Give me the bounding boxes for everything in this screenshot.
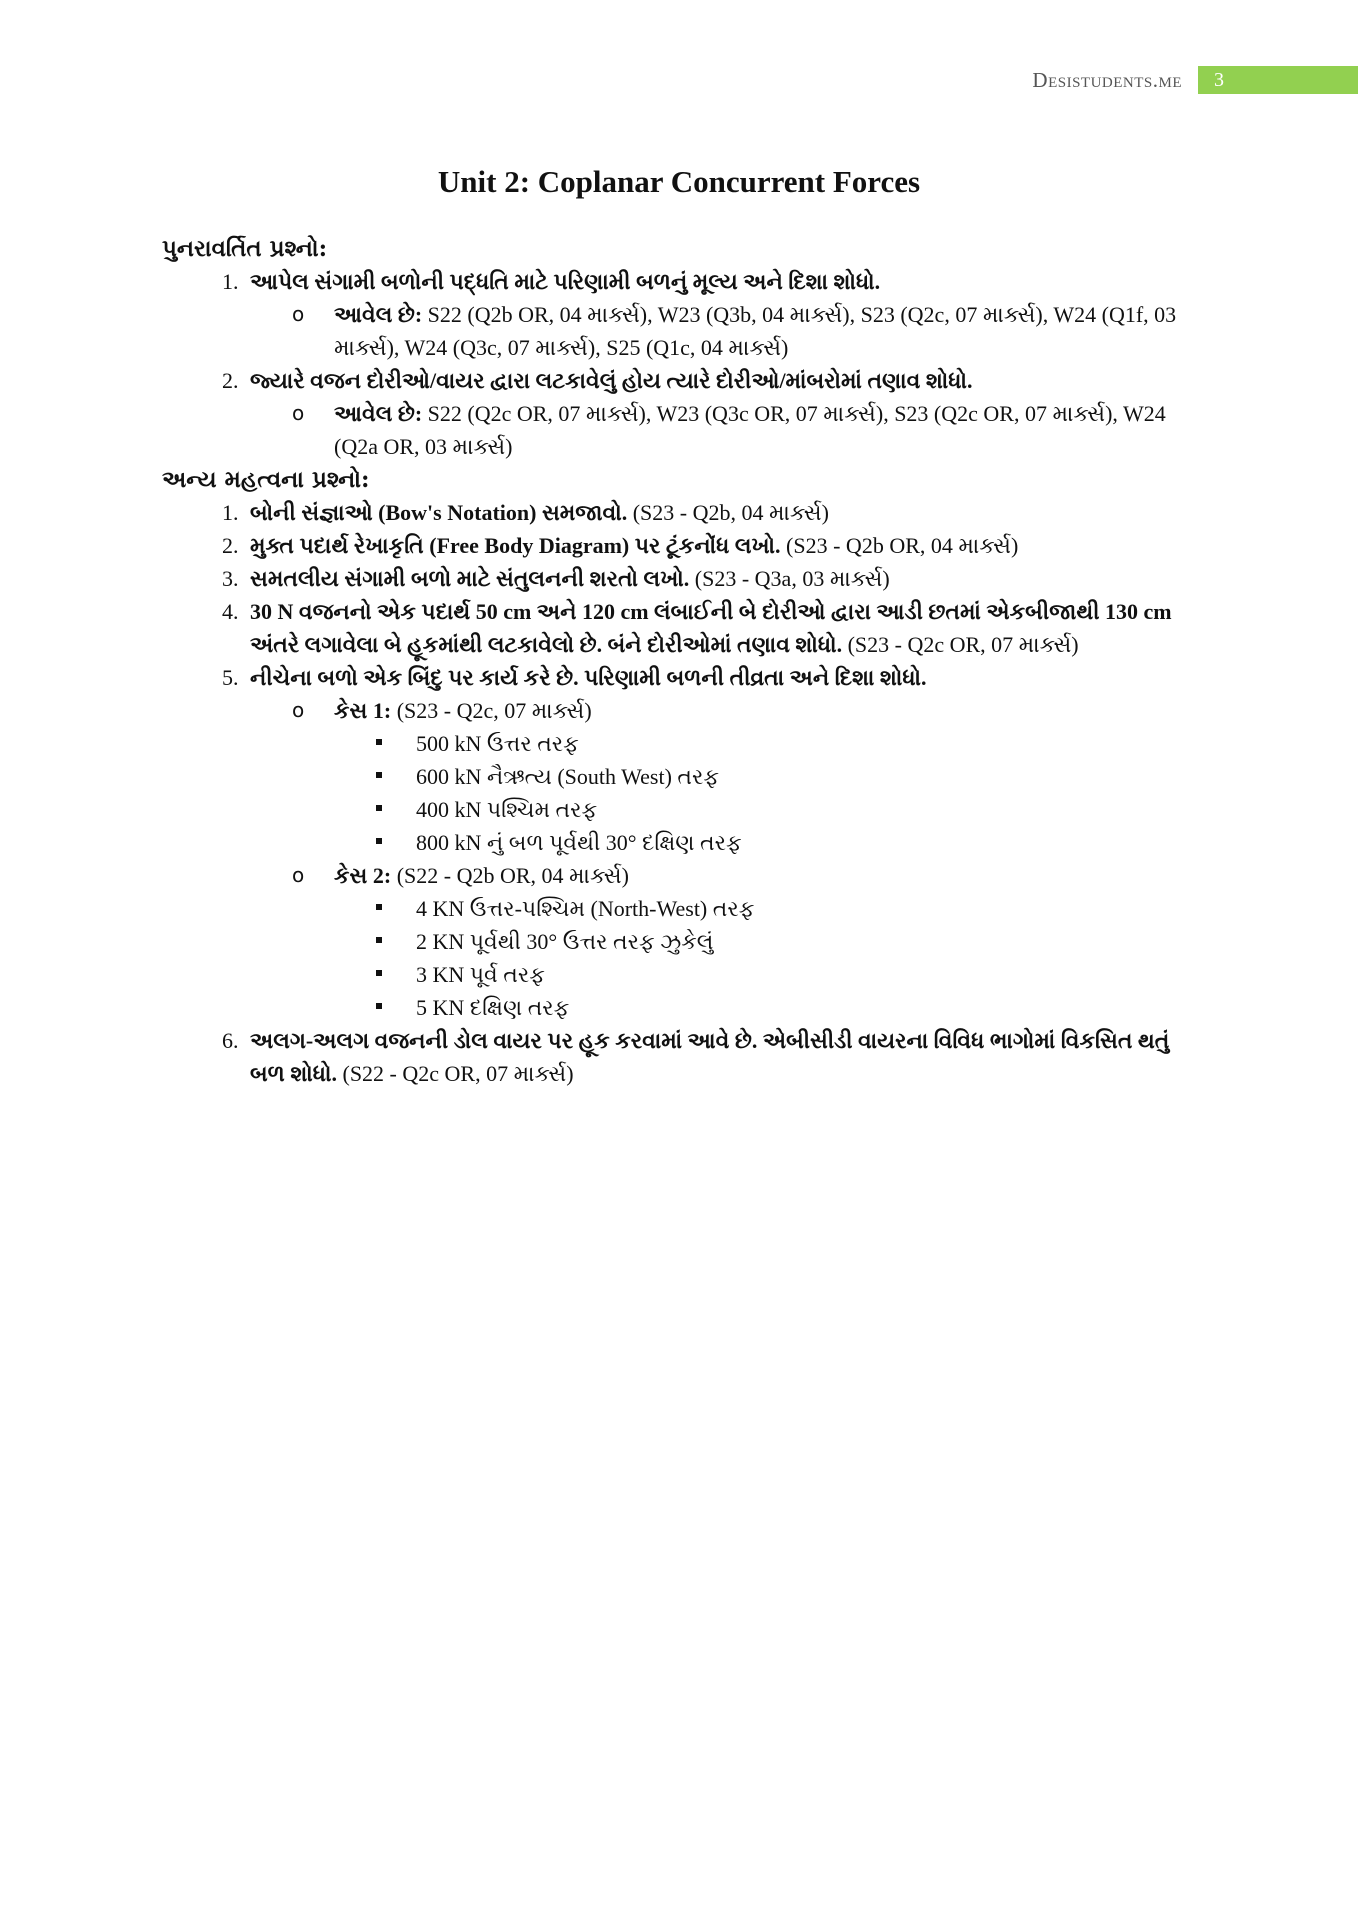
list-item [376, 892, 1182, 925]
circle-bullet-icon: o [292, 863, 305, 887]
exam-refs: S22 (Q2b OR, 04 માર્ક્સ), W23 (Q3b, 04 માર્ક્સ), S23 (Q2c, 07 માર્ક્સ), W24 (Q1f, 03 માર્ક્સ), W24 (Q3c, 07 માર્ક્સ), S25 (Q1c, 04 માર્ક્સ) [334, 302, 1177, 360]
force-text: 2 KN પૂર્વથી 30° ઉત્તર તરફ ઝુકેલું [416, 929, 714, 954]
other-questions-list [162, 496, 1182, 1090]
list-item [376, 958, 1182, 991]
square-bullet-icon [376, 1003, 382, 1009]
question-text: મુક્ત પદાર્થ રેખાકૃતિ (Free Body Diagram) પર ટૂંકનોંધ લખો. [250, 533, 781, 558]
list-item [376, 925, 1182, 958]
list-item [292, 694, 1182, 859]
list-item [376, 793, 1182, 826]
square-bullet-icon [376, 970, 382, 976]
list-item [292, 298, 1182, 364]
list-item [244, 595, 1182, 661]
force-text: 5 KN દક્ષિણ તરફ [416, 995, 570, 1020]
site-name: Desistudents.me [1032, 67, 1182, 92]
section-heading-other: અન્ય મહત્વના પ્રશ્નો: [162, 466, 370, 493]
question-text: અલગ-અલગ વજનની ડોલ વાયર પર હૂક કરવામાં આવે છે. એબીસીડી વાયરના વિવિધ ભાગોમાં વિકસિત થતું બળ શોધો. [250, 1028, 1170, 1086]
square-bullet-icon [376, 739, 382, 745]
list-item [244, 265, 1182, 364]
force-text: 400 kN પશ્ચિમ તરફ [416, 797, 598, 822]
question-text: સમતલીય સંગામી બળો માટે સંતુલનની શરતો લખો. [250, 566, 690, 591]
list-item [292, 397, 1182, 463]
appeared-label: આવેલ છે: [334, 302, 423, 327]
list-item [376, 826, 1182, 859]
force-text: 4 KN ઉત્તર-પશ્ચિમ (North-West) તરફ [416, 896, 755, 921]
repeated-questions-list [162, 265, 1182, 463]
list-item [244, 562, 1182, 595]
exam-ref: (S23 - Q2b, 04 માર્ક્સ) [627, 500, 829, 525]
square-bullet-icon [376, 805, 382, 811]
square-bullet-icon [376, 772, 382, 778]
square-bullet-icon [376, 838, 382, 844]
case-label: કેસ 1: [334, 698, 392, 723]
force-text: 600 kN નૈઋત્ય (South West) તરફ [416, 764, 720, 789]
list-item [292, 859, 1182, 1024]
square-bullet-icon [376, 937, 382, 943]
exam-ref: (S22 - Q2c OR, 07 માર્ક્સ) [337, 1061, 574, 1086]
list-item [376, 727, 1182, 760]
question-text: 30 N વજનનો એક પદાર્થ 50 cm અને 120 cm લંબાઈની બે દોરીઓ દ્વારા આડી છતમાં એકબીજાથી 130 cm અંતરે લગાવેલા બે હૂકમાંથી લટકાવેલો છે. બંને દોરીઓમાં તણાવ શોધો. [250, 599, 1172, 657]
section-heading-repeated: પુનરાવર્તિત પ્રશ્નો: [162, 235, 328, 262]
circle-bullet-icon: o [292, 401, 305, 425]
question-text: નીચેના બળો એક બિંદુ પર કાર્ય કરે છે. પરિણામી બળની તીવ્રતા અને દિશા શોધો. [250, 665, 927, 690]
list-item [244, 364, 1182, 463]
circle-bullet-icon: o [292, 698, 305, 722]
question-text: જ્યારે વજન દોરીઓ/વાયર દ્વારા લટકાવેલું હોય ત્યારે દોરીઓ/માંબરોમાં તણાવ શોધો. [250, 368, 973, 393]
question-text: બોની સંજ્ઞાઓ (Bow's Notation) સમજાવો. [250, 500, 628, 525]
exam-ref: (S23 - Q2b OR, 04 માર્ક્સ) [780, 533, 1019, 558]
list-item [244, 496, 1182, 529]
question-text: આપેલ સંગામી બળોની પદ્ધતિ માટે પરિણામી બળનું મૂલ્ય અને દિશા શોધો. [250, 269, 881, 294]
case-label: કેસ 2: [334, 863, 392, 888]
exam-ref: (S23 - Q3a, 03 માર્ક્સ) [689, 566, 890, 591]
circle-bullet-icon: o [292, 302, 305, 326]
list-item [244, 529, 1182, 562]
exam-ref: (S23 - Q2c OR, 07 માર્ક્સ) [842, 632, 1079, 657]
exam-ref: (S23 - Q2c, 07 માર્ક્સ) [391, 698, 592, 723]
list-item [244, 661, 1182, 1024]
list-item [376, 991, 1182, 1024]
exam-refs: S22 (Q2c OR, 07 માર્ક્સ), W23 (Q3c OR, 07 માર્ક્સ), S23 (Q2c OR, 07 માર્ક્સ), W24 (Q2a OR, 03 માર્ક્સ) [334, 401, 1166, 459]
document-body [162, 232, 1182, 1090]
list-item [376, 760, 1182, 793]
page-title: Unit 2: Coplanar Concurrent Forces [437, 164, 921, 199]
list-item [244, 1024, 1182, 1090]
appeared-label: આવેલ છે: [334, 401, 423, 426]
square-bullet-icon [376, 904, 382, 910]
force-text: 3 KN પૂર્વ તરફ [416, 962, 545, 987]
force-text: 800 kN નું બળ પૂર્વથી 30° દક્ષિણ તરફ [416, 830, 742, 855]
exam-ref: (S22 - Q2b OR, 04 માર્ક્સ) [391, 863, 629, 888]
force-text: 500 kN ઉત્તર તરફ [416, 731, 579, 756]
page-number: 3 [1198, 66, 1358, 94]
page-header [1032, 66, 1358, 94]
